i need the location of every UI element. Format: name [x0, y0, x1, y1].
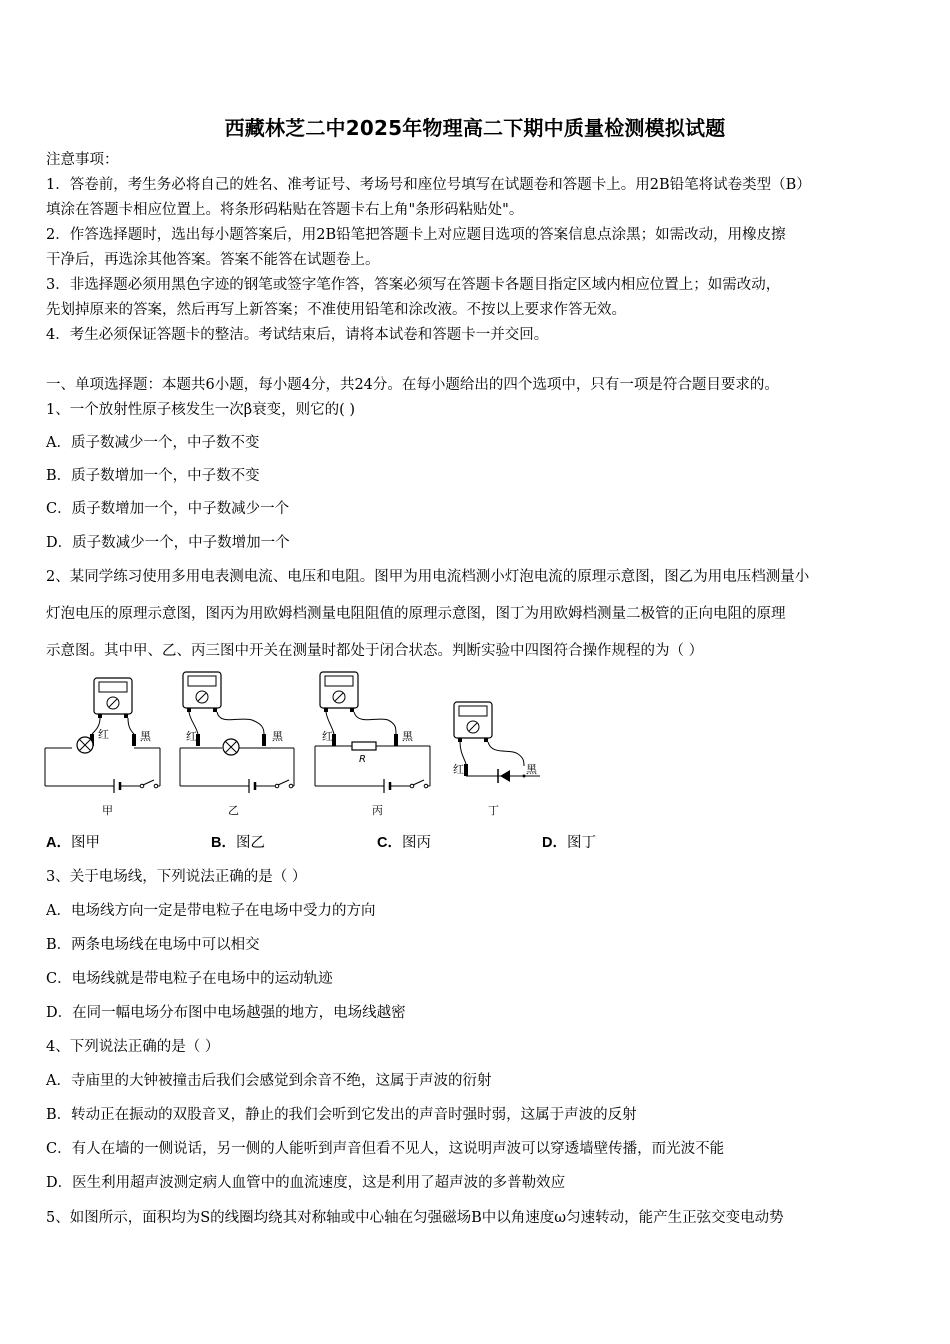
option-d: D．在同一幅电场分布图中电场越强的地方，电场线越密: [46, 1005, 406, 1021]
section-heading: 一、单项选择题：本题共6小题，每小题4分，共24分。在每小题给出的四个选项中，只有一项是符合题目要求的。: [46, 377, 779, 393]
red-label: 红: [98, 728, 109, 741]
option-b: [211, 833, 265, 853]
option-d: D．医生利用超声波测定病人血管中的血流速度，这是利用了超声波的多普勒效应: [46, 1175, 566, 1191]
figure-yi: [180, 672, 294, 817]
black-label: 黑: [402, 730, 413, 743]
option-c: C．电场线就是带电粒子在电场中的运动轨迹: [46, 971, 333, 987]
option-text: 图乙: [235, 835, 265, 851]
notice-line: 1．答卷前，考生务必将自己的姓名、准考证号、考场号和座位号填写在试题卷和答题卡上。用2B铅笔将试卷类型（B）: [46, 177, 811, 193]
option-text: 图甲: [70, 835, 100, 851]
notice-line: 2．作答选择题时，选出每小题答案后，用2B铅笔把答题卡上对应题目选项的答案信息点涂黑；如需改动，用橡皮擦: [46, 227, 786, 243]
notice-line: 4．考生必须保证答题卡的整洁。考试结束后，请将本试卷和答题卡一并交回。: [46, 327, 549, 343]
option-letter: D．: [542, 835, 567, 851]
figure-ding: [453, 702, 540, 817]
black-label: 黑: [272, 730, 283, 743]
figure-jia: [45, 678, 160, 817]
option-a: [46, 833, 100, 853]
caption-jia: 甲: [102, 804, 113, 817]
caption-bing: 丙: [372, 804, 383, 817]
question-stem: 1、一个放射性原子核发生一次β衰变，则它的( ): [46, 402, 356, 418]
red-label: 红: [322, 730, 333, 743]
option-b: B．两条电场线在电场中可以相交: [46, 937, 260, 953]
notice-line: 先划掉原来的答案，然后再写上新答案；不准使用铅笔和涂改液。不按以上要求作答无效。: [46, 302, 626, 318]
question-stem: 灯泡电压的原理示意图，图丙为用欧姆档测量电阻阻值的原理示意图，图丁为用欧姆档测量二极管的正向电阻的原理: [46, 606, 786, 622]
caption-yi: 乙: [228, 804, 239, 817]
circuit-figures: [40, 668, 560, 820]
red-label: 红: [186, 730, 197, 743]
question-stem: 示意图。其中甲、乙、丙三图中开关在测量时都处于闭合状态。判断实验中四图符合操作规程的为（ ）: [46, 643, 704, 659]
option-c: [377, 833, 431, 853]
option-letter: A．: [46, 835, 71, 851]
option-a: A．电场线方向一定是带电粒子在电场中受力的方向: [46, 903, 376, 919]
option-c: C．有人在墙的一侧说话，另一侧的人能听到声音但看不见人，这说明声波可以穿透墙壁传播，而光波不能: [46, 1141, 725, 1157]
option-a: A．寺庙里的大钟被撞击后我们会感觉到余音不绝，这属于声波的衍射: [46, 1073, 492, 1089]
page-title: 西藏林芝二中2025年物理高二下期中质量检测模拟试题: [224, 116, 726, 140]
notice-line: 干净后，再选涂其他答案。答案不能答在试题卷上。: [46, 252, 380, 268]
red-label: 红: [453, 763, 464, 776]
notice-line: 填涂在答题卡相应位置上。将条形码粘贴在答题卡右上角"条形码粘贴处"。: [46, 202, 524, 218]
option-b: B．质子数增加一个，中子数不变: [46, 468, 260, 484]
question-stem: 2、某同学练习使用多用电表测电流、电压和电阻。图甲为用电流档测小灯泡电流的原理示意图，图乙为用电压档测量小: [46, 569, 810, 585]
option-text: 图丁: [566, 835, 596, 851]
black-label: 黑: [140, 730, 151, 743]
option-d: [542, 833, 596, 853]
option-letter: B．: [211, 835, 236, 851]
question-stem: 4、下列说法正确的是（ ）: [46, 1039, 220, 1055]
notice-heading: 注意事项：: [46, 152, 119, 168]
black-label: 黑: [526, 763, 537, 776]
resistor-label: R: [359, 754, 366, 765]
option-a: A．质子数减少一个，中子数不变: [46, 435, 260, 451]
figure-bing: [315, 672, 430, 817]
question-stem: 5、如图所示，面积均为S的线圈均绕其对称轴或中心轴在匀强磁场B中以角速度ω匀速转动，能产生正弦交变电动势: [46, 1210, 784, 1226]
option-text: 图丙: [401, 835, 431, 851]
caption-ding: 丁: [488, 804, 499, 817]
option-c: C．质子数增加一个，中子数减少一个: [46, 501, 290, 517]
question-stem: 3、关于电场线，下列说法正确的是（ ）: [46, 869, 307, 885]
option-b: B．转动正在振动的双股音叉，静止的我们会听到它发出的声音时强时弱，这属于声波的反射: [46, 1107, 637, 1123]
option-letter: C．: [377, 835, 402, 851]
notice-line: 3．非选择题必须用黑色字迹的钢笔或签字笔作答，答案必须写在答题卡各题目指定区域内相应位置上；如需改动，: [46, 277, 781, 293]
option-d: D．质子数减少一个，中子数增加一个: [46, 535, 290, 551]
